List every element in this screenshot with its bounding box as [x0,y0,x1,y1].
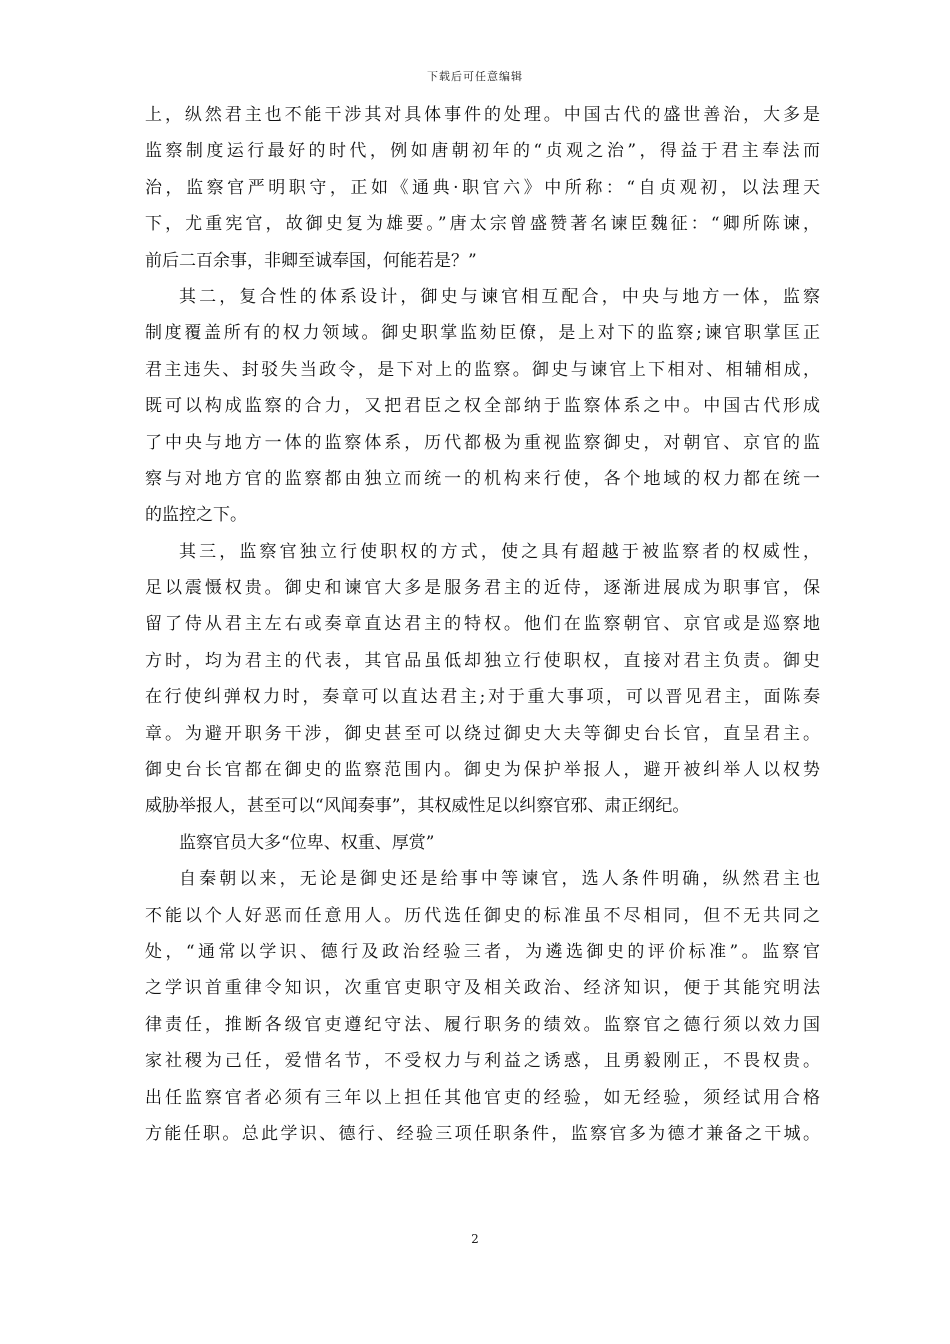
text-line: 律责任，推断各级官吏遵纪守法、履行职务的绩效。监察官之德行须以效力国 [145,1014,820,1035]
text-line: 方能任职。总此学识、德行、经验三项任职条件，监察官多为德才兼备之干城。 [145,1123,820,1144]
text-line: 既可以构成监察的合力，又把君臣之权全部纳于监察体系之中。中国古代形成 [145,396,820,417]
text-line: 威胁举报人，甚至可以“风闻奏事”，其权威性足以纠察官邪、肃正纲纪。 [145,796,690,817]
text-line: 的监控之下。 [145,505,247,526]
text-line: 了中央与地方一体的监察体系，历代都极为重视监察御史，对朝官、京官的监 [145,432,820,453]
text-line: 方时，均为君主的代表，其官品虽低却独立行使职权，直接对君主负责。御史 [145,650,820,671]
text-line: 其三，监察官独立行使职权的方式，使之具有超越于被监察者的权威性， [179,541,820,562]
text-line: 足以震慑权贵。御史和谏官大多是服务君主的近侍，逐渐进展成为职事官，保 [145,578,820,599]
text-line: 御史台长官都在御史的监察范围内。御史为保护举报人，避开被纠举人以权势 [145,760,820,781]
text-line: 不能以个人好恶而任意用人。历代选任御史的标准虽不尽相同，但不无共同之 [145,905,820,926]
text-line: 之学识首重律令知识，次重官吏职守及相关政治、经济知识，便于其能究明法 [145,978,820,999]
text-line: 处，“通常以学识、德行及政治经验三者，为遴选御史的评价标准”。监察官 [145,941,820,962]
text-line: 监察制度运行最好的时代，例如唐朝初年的“贞观之治”，得益于君主奉法而 [145,141,820,162]
text-line: 监察官员大多“位卑、权重、厚赏” [179,832,435,853]
text-line: 留了侍从君主左右或奏章直达君主的特权。他们在监察朝官、京官或是巡察地 [145,614,820,635]
text-line: 下，尤重宪官，故御史复为雄要。”唐太宗曾盛赞著名谏臣魏征：“卿所陈谏， [145,214,820,235]
text-line: 治，监察官严明职守，正如《通典·职官六》中所称：“自贞观初，以法理天 [145,177,820,198]
text-line: 上，纵然君主也不能干涉其对具体事件的处理。中国古代的盛世善治，大多是 [145,105,820,125]
text-line: 章。为避开职务干涉，御史甚至可以绕过御史大夫等御史台长官，直呈君主。 [145,723,820,744]
text-line: 在行使纠弹权力时，奏章可以直达君主;对于重大事项，可以晋见君主，面陈奏 [145,687,820,708]
page-number: 2 [471,1232,479,1246]
text-line: 其二，复合性的体系设计，御史与谏官相互配合，中央与地方一体，监察 [179,286,820,307]
text-line: 出任监察官者必须有三年以上担任其他官吏的经验，如无经验，须经试用合格 [145,1087,820,1108]
document-body [145,97,820,1152]
text-line: 家社稷为己任，爱惜名节，不受权力与利益之诱惑，且勇毅刚正，不畏权贵。 [145,1051,820,1072]
text-line: 君主违失、封驳失当政令，是下对上的监察。御史与谏官上下相对、相辅相成， [145,359,820,380]
page-header: 下载后可任意编辑 [427,70,523,83]
text-line: 察与对地方官的监察都由独立而统一的机构来行使，各个地域的权力都在统一 [145,468,820,489]
text-line: 自秦朝以来，无论是御史还是给事中等谏官，选人条件明确，纵然君主也 [179,869,820,890]
text-line: 前后二百余事，非卿至诚奉国，何能若是？” [145,250,477,271]
text-line: 制度覆盖所有的权力领域。御史职掌监劾臣僚，是上对下的监察;谏官职掌匡正 [145,323,820,344]
